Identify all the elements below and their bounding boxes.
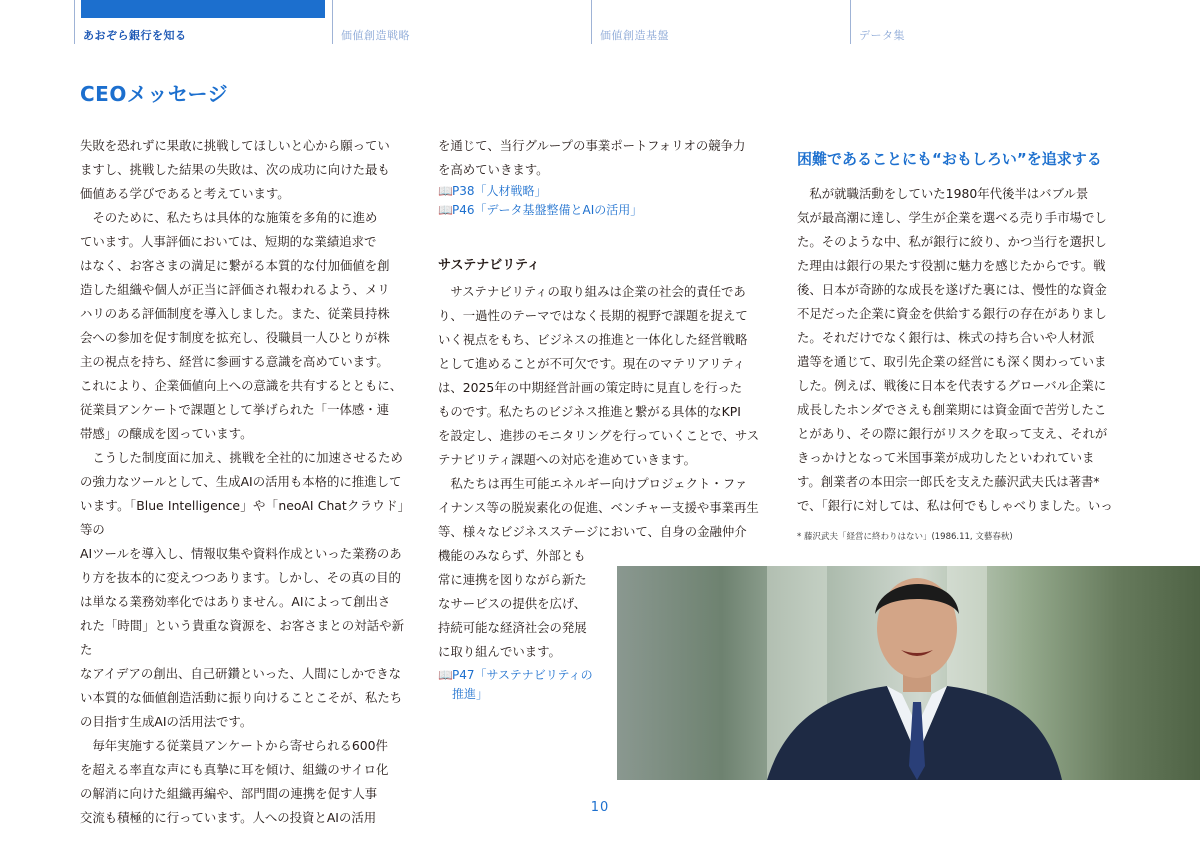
text-line: 持続可能な経済社会の発展 [438, 620, 587, 635]
text-line: た。そのような中、私が銀行に絞り、かつ当行を選択し [797, 234, 1107, 249]
section-heading-sustainability: サステナビリティ [438, 258, 540, 273]
text-line: イナンス等の脱炭素化の促進、ベンチャー支援や事業再生 [438, 500, 759, 515]
ceo-portrait-photo [617, 566, 1200, 780]
text-line: いく視点をもち、ビジネスの推進と一体化した経営戦略 [438, 332, 748, 347]
text-line: は、2025年の中期経営計画の策定時に見直しを行った [438, 380, 743, 395]
text-line: ています。人事評価においては、短期的な業績追求で [80, 234, 377, 249]
page-title: CEOメッセージ [80, 82, 229, 106]
text-line: を通じて、当行グループの事業ポートフォリオの競争力 [438, 138, 746, 153]
nav-tab-active-bar [81, 0, 325, 18]
text-line: の目指す生成AIの活用法です。 [80, 714, 253, 729]
text-line: 帯感」の醸成を図っています。 [80, 426, 253, 441]
nav-tab-about[interactable] [74, 0, 333, 44]
reference-label: 推進」 [452, 687, 489, 701]
text-line: 造した組織や個人が正当に評価され報われるよう、メリ [80, 282, 390, 297]
nav-tab-foundation[interactable] [591, 0, 850, 44]
text-line: きっかけとなって米国事業が成功したといわれていま [797, 450, 1095, 465]
text-line: 主の視点を持ち、経営に参画する意識を高めています。 [80, 354, 389, 369]
text-line: の解消に向けた組織再編や、部門間の連携を促す人事 [80, 786, 378, 801]
nav-tab-strategy[interactable] [332, 0, 591, 44]
book-icon: 📖 [438, 203, 453, 217]
text-line: す。創業者の本田宗一郎氏を支えた藤沢武夫氏は著書* [797, 474, 1100, 489]
top-navigation [0, 0, 1200, 44]
text-line: れた「時間」という貴重な資源を、お客さまとの対話や新た [80, 618, 404, 657]
text-line: を設定し、進捗のモニタリングを行っていくことで、サス [438, 428, 760, 443]
text-line: た。それだけでなく銀行は、株式の持ち合いや人材派 [797, 330, 1095, 345]
text-line: ハリのある評価制度を導入しました。また、従業員持株 [80, 306, 390, 321]
portrait-illustration [617, 566, 1200, 780]
text-line: は単なる業務効率化ではありません。AIによって創出さ [80, 594, 391, 609]
text-line: ますし、挑戦した結果の失敗は、次の成功に向けた最も [80, 162, 390, 177]
text-line: の強力なツールとして、生成AIの活用も本格的に推進して [80, 474, 402, 489]
text-line: 失敗を恐れずに果敢に挑戦してほしいと心から願ってい [80, 138, 390, 153]
text-line: テナビリティ課題への対応を進めていきます。 [438, 452, 696, 467]
book-icon: 📖 [438, 668, 453, 682]
text-line: で、「銀行に対しては、私は何でもしゃべりました。いっ [797, 498, 1113, 513]
text-column-1 [80, 134, 404, 830]
text-column-3 [797, 182, 1119, 518]
reference-label: P47「サステナビリティの [452, 668, 593, 682]
book-icon: 📖 [438, 184, 453, 198]
text-line: そのために、私たちは具体的な施策を多角的に進め [92, 210, 378, 225]
text-line: とがあり、その際に銀行がリスクを取って支え、それが [797, 426, 1108, 441]
text-line: を超える率直な声にも真摯に耳を傾け、組織のサイロ化 [80, 762, 389, 777]
text-line: り方を抜本的に変えつつあります。しかし、その真の目的 [80, 570, 401, 585]
text-line: を高めていきます。 [438, 162, 549, 177]
text-line: 毎年実施する従業員アンケートから寄せられる600件 [92, 738, 388, 753]
footnote: * 藤沢武夫「経営に終わりはない」(1986.11, 文藝春秋) [797, 532, 1013, 542]
reference-label: P46「データ基盤整備とAIの活用」 [452, 203, 643, 217]
text-line: こうした制度面に加え、挑戦を全社的に加速させるため [92, 450, 403, 465]
text-line: り、一過性のテーマではなく長期的視野で課題を捉えて [438, 308, 748, 323]
text-line: 遣等を通じて、取引先企業の経営にも深く関わっていま [797, 354, 1107, 369]
text-line: なアイデアの創出、自己研鑽といった、人間にしかできな [80, 666, 402, 681]
text-line: 不足だった企業に資金を供給する銀行の存在がありまし [797, 306, 1107, 321]
text-line: 機能のみならず、外部とも [438, 548, 586, 563]
text-line: これにより、企業価値向上への意識を共有するとともに、 [80, 378, 403, 393]
text-line: 後、日本が奇跡的な成長を遂げた裏には、慢性的な資金 [797, 282, 1107, 297]
nav-tab-label: データ集 [859, 29, 905, 42]
nav-tab-label: 価値創造基盤 [600, 29, 669, 42]
text-line: い本質的な価値創造活動に振り向けることこそが、私たち [80, 690, 403, 705]
text-line: います。「Blue Intelligence」や「neoAI Chatクラウド」等の [80, 498, 404, 537]
text-line: 私たちは再生可能エネルギー向けプロジェクト・ファ [450, 476, 748, 491]
text-line: 会への参加を促す制度を拡充し、役職員一人ひとりが株 [80, 330, 390, 345]
text-line: サステナビリティの取り組みは企業の社会的責任であ [450, 284, 746, 299]
text-line: ものです。私たちのビジネス推進と繋がる具体的なKPI [438, 404, 741, 419]
page-reference-link[interactable] [438, 201, 762, 220]
text-line: 常に連携を図りながら新た [438, 572, 587, 587]
page-number: 10 [590, 800, 610, 815]
nav-tab-label: 価値創造戦略 [341, 29, 410, 42]
text-line: 従業員アンケートで課題として挙げられた「一体感・連 [80, 402, 390, 417]
reference-label: P38「人材戦略」 [452, 184, 547, 198]
page-reference-link[interactable] [438, 182, 762, 201]
text-line: した。例えば、戦後に日本を代表するグローバル企業に [797, 378, 1107, 393]
text-line: 価値ある学びであると考えています。 [80, 186, 290, 201]
text-line: に取り組んでいます。 [438, 644, 561, 659]
text-line: 等、様々なビジネスステージにおいて、自身の金融仲介 [438, 524, 747, 539]
text-line: AIツールを導入し、情報収集や資料作成といった業務のあ [80, 546, 402, 561]
text-line: た理由は銀行の果たす役割に魅力を感じたからです。戦 [797, 258, 1106, 273]
text-line: なサービスの提供を広げ、 [438, 596, 587, 611]
text-line: 気が最高潮に達し、学生が企業を選べる売り手市場でし [797, 210, 1107, 225]
text-line: 成長したホンダでさえも創業期には資金面で苦労したこ [797, 402, 1107, 417]
section-heading-challenge: 困難であることにも“おもしろい”を追求する [797, 150, 1102, 168]
text-line: として進めることが不可欠です。現在のマテリアリティ [438, 356, 746, 371]
nav-tab-data[interactable] [850, 0, 1151, 44]
text-line: 交流も積極的に行っています。人への投資とAIの活用 [80, 810, 377, 825]
text-line: はなく、お客さまの満足に繋がる本質的な付加価値を創 [80, 258, 390, 273]
nav-tab-label: あおぞら銀行を知る [83, 29, 187, 42]
text-line: 私が就職活動をしていた1980年代後半はバブル景 [809, 186, 1089, 201]
